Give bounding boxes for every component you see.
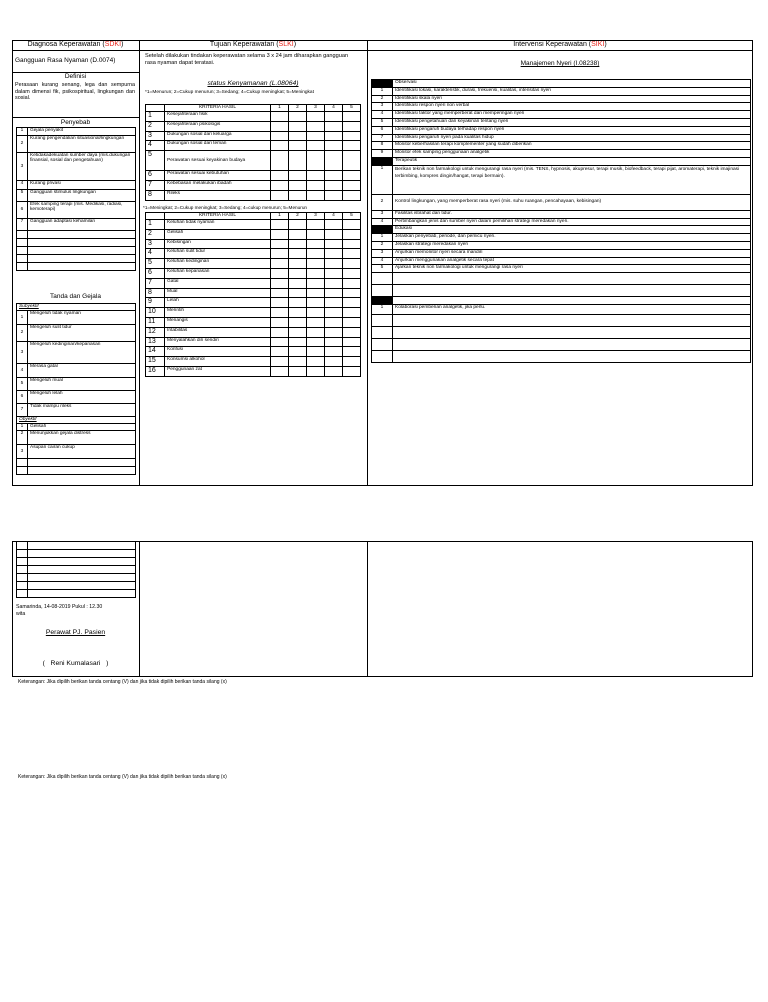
kh-col: 4 [325,105,343,112]
si-item: Kolaborasi pemberian analgetik, jika perlu. [393,304,751,314]
lower-col-divider-2 [367,541,368,677]
si-num: 5 [372,118,393,126]
lower-empty-table [16,541,136,598]
kh-item: Kebisingan [165,239,271,249]
subyektif-num: 3 [17,342,28,364]
obyektif-item: Menunjukkan gejala distress [28,431,136,445]
obyektif-num: 3 [17,445,28,459]
si-num: 2 [372,95,393,103]
si-num: 4 [372,218,393,226]
obyektif-num: 1 [17,424,28,431]
penyebab-table [16,127,136,271]
obyektif-item: Asupan cairan cukup [28,445,136,459]
si-num: 1 [372,87,393,95]
header-diagnosa: Diagnosa Keperawatan (SDKI) [27,41,124,48]
intervensi-table [371,79,751,363]
kh-num: 7 [146,180,165,190]
penyebab-item: Ketidakadekuatan sumber daya (mis.dukungan finansial, sosial dan pengetahuan) [28,153,136,181]
header-tujuan: Tujuan Keperawatan (SLKI) [209,41,297,48]
penyebab-num: 7 [17,219,28,231]
subyektif-item: Merasa gatal [28,364,136,378]
kh-num: 5 [146,259,165,269]
penyebab-title: Penyebab [60,119,91,126]
kh-item: Dukungan sosial dari keluarga [165,131,271,141]
si-num: 6 [372,126,393,134]
kh-num: 14 [146,347,165,357]
kh-num: 7 [146,278,165,288]
kriteria-hasil-table-1 [145,104,361,201]
si-item: Fasilitas istirahat dan tidur. [393,210,751,218]
kh-item: Perawatan sesuai kebutuhan [165,171,271,181]
kh-num: 6 [146,268,165,278]
subyektif-item: Tidak mampu rileks [28,404,136,417]
kh-item: Keluhan kedinginan [165,259,271,269]
si-item: Identifikasi respon nyeri non verbal [393,103,751,111]
si-item: Identifikasi lokasi, karakteristik, durasi, frekuensi, kualitas, intensitas nyeri [393,87,751,95]
si-item: Identifikasi pengaruh budaya terhadap respon nyeri [393,126,751,134]
definisi-title: Definisi [64,73,87,80]
scale-2: *1=Meningkat; 2=Cukup meningkat; 3=Sedang; 4=cukup menurun; 5=Menurun [143,205,308,210]
col-divider-1 [139,40,140,486]
si-item: Berikan teknik non farmakologi untuk mengurangi rasa nyeri (mis. TENS, hypnosis, akupresur, terapi musik, biofeedback, terapi pijat, aromaterapi, teknik imajinasi terbimbing, kompres dingin/hangat, terapi bermain). [393,165,751,194]
header-intervensi: Intervensi Keperawatan (SIKI) [513,41,607,48]
kh-num: 3 [146,131,165,141]
kh-num: 9 [146,298,165,308]
col-divider-2 [367,40,368,486]
kriteria-hasil-table-2 [145,212,361,377]
si-item: Identifikasi pengetahuan dan keyakinan tentang nyeri [393,118,751,126]
si-num: 8 [372,142,393,150]
signature-role: Perawat PJ. Pasien [45,629,106,636]
status-kenyamanan-title: status Kenyamanan (L.08064) [207,80,299,87]
kh-num: 1 [146,112,165,122]
header-divider [12,50,753,51]
kh-header: KRITERIA HASIL [165,213,271,220]
si-num: 1 [372,165,393,194]
kh-item: Gelisah [165,229,271,239]
si-num: 5 [372,265,393,273]
kh-item: Mual [165,288,271,298]
si-item: Pertimbangkan jenis dan sumber nyeri dalam pemilihan strategi meredakan nyeri. [393,218,751,226]
subyektif-item: Mengeluh lelah [28,391,136,404]
kh-num: 5 [146,151,165,171]
kh-num: 8 [146,190,165,200]
subyektif-num: 5 [17,378,28,391]
si-item: Jelaskan penyebab, periode, dan pemicu nyeri. [393,234,751,242]
penyebab-item: Gangguan adaptasi kehamilan [28,219,136,231]
kh-col: 3 [307,105,325,112]
si-item: Anjurkan menggunakan analgetik secara tepat [393,257,751,265]
kh-item: Keluhan kepanasan [165,268,271,278]
kh-col: 1 [271,213,289,220]
subyektif-num: 4 [17,364,28,378]
si-num: 2 [372,241,393,249]
si-item: Kontrol lingkungan, yang memperberat rasa nyeri (mis. suhu ruangan, pencahayaan, kebisingan) [393,194,751,210]
kh-num: 3 [146,239,165,249]
keterangan-note: Keterangan: Jika dipilih berikan tanda centang (V) dan jika tidak dipilih berikan tanda silang (x) [18,679,227,685]
penyebab-num: 1 [17,128,28,136]
kh-item: Keluhan tidak nyaman [165,220,271,230]
subyektif-num: 7 [17,404,28,417]
penyebab-item: Gejala penyakit [28,128,136,136]
kh-item: Dukungan sosial dari teman [165,141,271,151]
kh-header: KRITERIA HASIL [165,105,271,112]
terapeutik-title: Terapeutik [393,157,751,165]
kh-num: 13 [146,337,165,347]
diag-divider-2 [12,117,139,118]
signature-zone: wita [16,611,26,617]
edukasi-title: Edukasi [393,226,751,234]
kh-item: Perawatan sesuai keyakinan budaya [165,151,271,171]
kh-item: Menyalahkan diri sendiri [165,337,271,347]
kh-num: 4 [146,249,165,259]
si-item: Identifikasi skala nyeri [393,95,751,103]
si-item: Jelaskan strategi meredakan nyeri [393,241,751,249]
penyebab-num: 3 [17,153,28,181]
obyektif-title: Obyektif [17,417,136,424]
penyebab-item: Efek samping terapi (mis. Medikasi, radiasi, kemoterapi) [28,202,136,219]
penyebab-num: 4 [17,181,28,190]
kh-col: 2 [289,213,307,220]
scale-1: *1=Menurun; 2=Cukup menurun; 3=Sedang; 4=Cukup meningkat; 5=Meningkat [145,90,314,95]
kh-num: 6 [146,171,165,181]
kh-num: 2 [146,121,165,131]
si-num: 9 [372,150,393,158]
si-item: Monitor keberhasilan terapi komplementer yang sudah diberikan [393,142,751,150]
kh-num: 12 [146,327,165,337]
intervensi-title: Manajemen Nyeri (I.08238) [520,60,600,67]
kh-col: 4 [325,213,343,220]
definisi-text: Perasaan kurang senang, lega dan sempurna dalam dimensi fik, psikospiritual, lingkungan dan sosial. [15,82,135,102]
kh-item: Keluhan sulit tidur [165,249,271,259]
kh-col: 2 [289,105,307,112]
penyebab-item: Gangguan stimulus lingkungan [28,190,136,202]
kh-num: 8 [146,288,165,298]
si-item: Identifikasi faktor yang memperberat dan memperingan nyeri [393,111,751,119]
kh-item: Konfusi [165,347,271,357]
si-item: Monitor efek samping penggunaan analgetik [393,150,751,158]
kh-col: 3 [307,213,325,220]
lower-col-divider-1 [139,541,140,677]
si-num: 3 [372,249,393,257]
subyektif-title: Subyektif [17,304,136,311]
tujuan-intro: Setelah dilakukan tindakan keperawatan selama 3 x 24 jam diharapkan gangguan rasa nyaman dapat teratasi. [145,53,349,66]
si-num: 7 [372,134,393,142]
kh-item: Iritabilitas [165,327,271,337]
si-num: 1 [372,234,393,242]
penyebab-num: 6 [17,202,28,219]
si-item: Identifikasi pengaruh nyeri pada kualitas hidup [393,134,751,142]
obyektif-item: Gelisah [28,424,136,431]
obyektif-num: 2 [17,431,28,445]
kh-item: Kebebasan melakukan ibadah [165,180,271,190]
subyektif-num: 1 [17,311,28,325]
si-num: 1 [372,304,393,314]
si-item: Ajarkan teknik non farmakologi untuk mengurangi rasa nyeri [393,265,751,273]
si-num: 2 [372,194,393,210]
kh-num: 2 [146,229,165,239]
kh-item: Kesejahteraan psikologis [165,121,271,131]
si-num: 4 [372,257,393,265]
kh-num: 11 [146,317,165,327]
kh-num: 10 [146,308,165,318]
tanda-gejala-title: Tanda dan Gejala [50,293,101,300]
penyebab-num: 5 [17,190,28,202]
observasi-title: Observasi [393,80,751,88]
kh-item: Penggunaan zat [165,366,271,376]
kh-item: Menangis [165,317,271,327]
signature-name: ( Reni Kumalasari ) [42,660,109,667]
kh-num: 4 [146,141,165,151]
subyektif-item: Mengeluh sulit tidur [28,325,136,342]
subyektif-num: 6 [17,391,28,404]
kh-col: 5 [343,213,361,220]
kh-item: Konsumsi alkohol [165,357,271,367]
keterangan-note-2: Keterangan: Jika dipilih berikan tanda centang (V) dan jika tidak dipilih berikan tanda silang (x) [18,774,227,780]
kh-num: 16 [146,366,165,376]
kh-col: 5 [343,105,361,112]
subyektif-table [16,303,136,475]
si-num: 3 [372,103,393,111]
kh-item: Gatal [165,278,271,288]
kh-item: Kesejahteraan fisik [165,112,271,122]
penyebab-item: Kurang pengendalian situasional/lingkungan [28,136,136,153]
si-item: Anjurkan memonitor nyeri secara mandiri [393,249,751,257]
kh-num: 15 [146,357,165,367]
subyektif-item: Mengeluh kedinginan/kepanasan [28,342,136,364]
si-num: 4 [372,111,393,119]
subyektif-num: 2 [17,325,28,342]
kh-item: Lelah [165,298,271,308]
kh-item: Merintih [165,308,271,318]
penyebab-item: Kurang privasi [28,181,136,190]
kh-item: Rileks [165,190,271,200]
si-num: 3 [372,210,393,218]
penyebab-num: 2 [17,136,28,153]
diagnosis-name: Gangguan Rasa Nyaman (D.0074) [15,57,116,64]
subyektif-item: Mengeluh mual [28,378,136,391]
kh-num: 1 [146,220,165,230]
subyektif-item: Mengeluh tidak nyaman [28,311,136,325]
kh-col: 1 [271,105,289,112]
signature-place-date: Samarinda, 14-08-2019 Pukul : 12.30 [16,604,103,610]
